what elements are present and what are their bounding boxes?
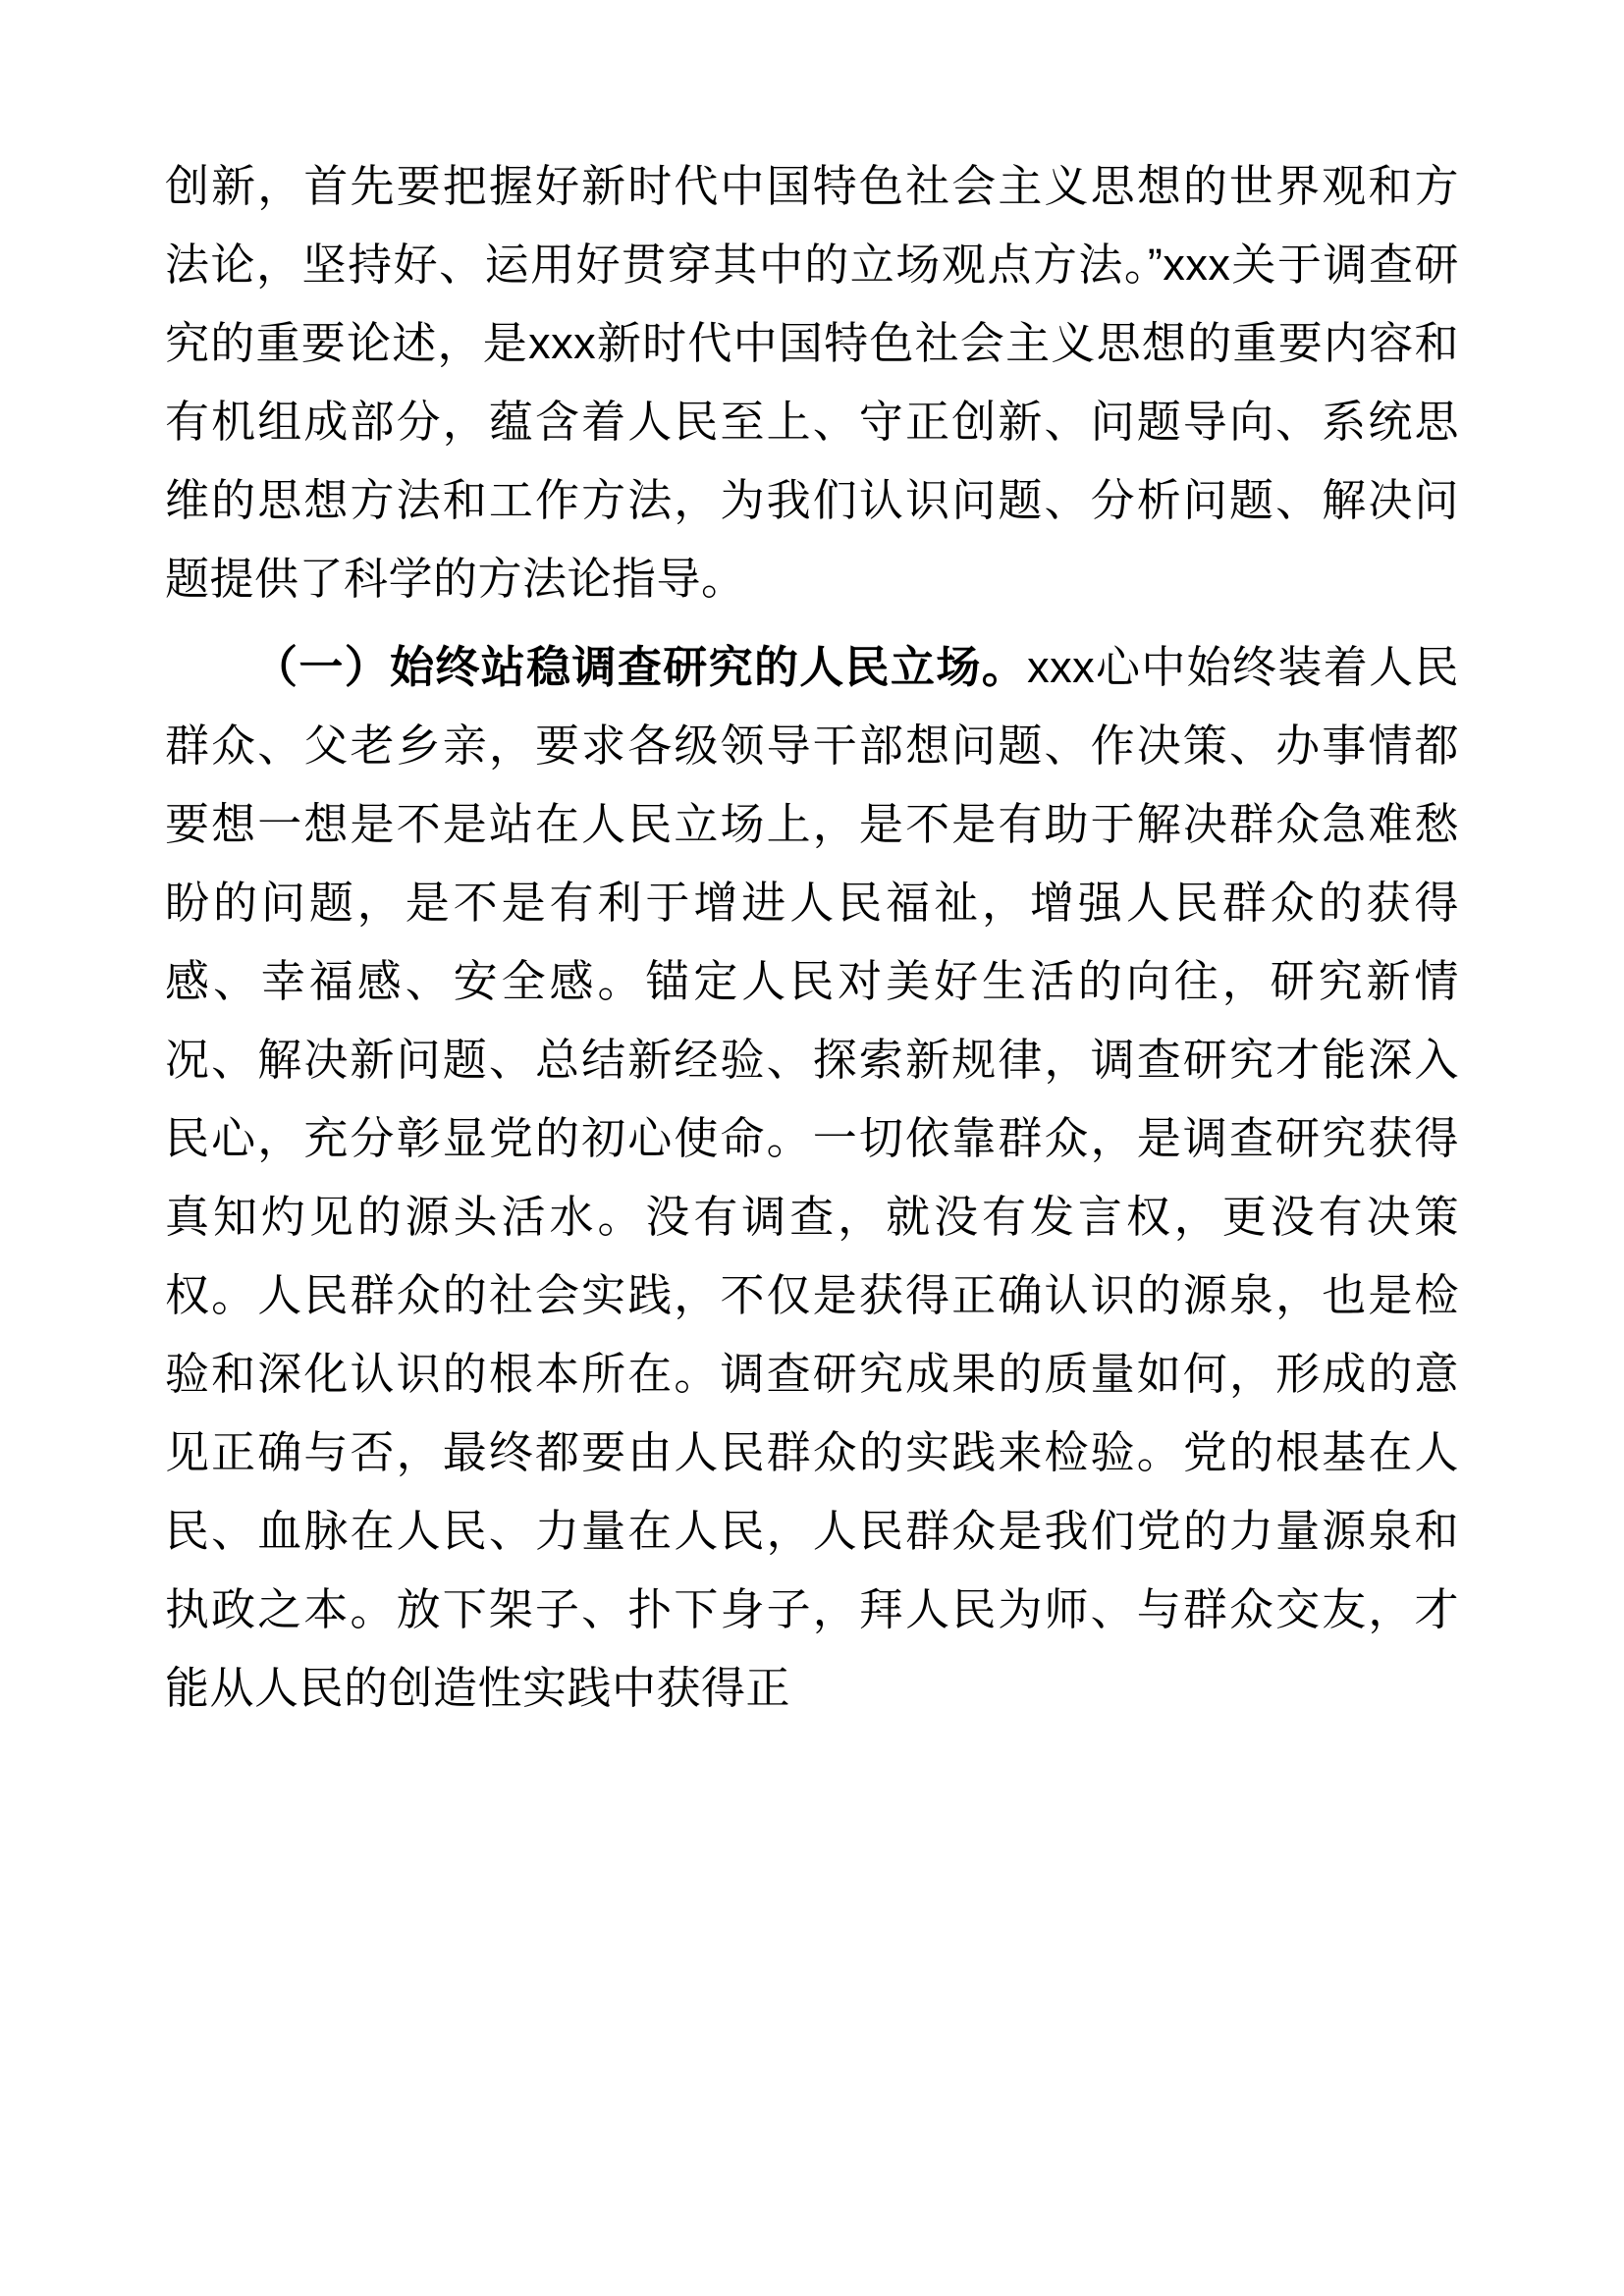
section-heading-label: （一）始终站稳调查研究的人民立场。 (253, 642, 1028, 692)
paragraph-text: 创新，首先要把握好新时代中国特色社会主义思想的世界观和方法论，坚持好、运用好贯穿其中的立场观点方法。”xxx关于调查研究的重要论述，是xxx新时代中国特色社会主义思想的重要内容和有机组成部分，蕴含着人民至上、守正创新、问题导向、系统思维的思想方法和工作方法，为我们认识问题、分析问题、解决问题提供了科学的方法论指导。 (165, 161, 1459, 604)
document-body (165, 147, 1459, 1728)
paragraph-section-one (165, 628, 1459, 1728)
paragraph-text: xxx心中始终装着人民群众、父老乡亲，要求各级领导干部想问题、作决策、办事情都要想一想是不是站在人民立场上，是不是有助于解决群众急难愁盼的问题，是不是有利于增进人民福祉，增强人民群众的获得感、幸福感、安全感。锚定人民对美好生活的向往，研究新情况、解决新问题、总结新经验、探索新规律，调查研究才能深入民心，充分彰显党的初心使命。一切依靠群众，是调查研究获得真知灼见的源头活水。没有调查，就没有发言权，更没有决策权。人民群众的社会实践，不仅是获得正确认识的源泉，也是检验和深化认识的根本所在。调查研究成果的质量如何，形成的意见正确与否，最终都要由人民群众的实践来检验。党的根基在人民、血脉在人民、力量在人民，人民群众是我们党的力量源泉和执政之本。放下架子、扑下身子，拜人民为师、与群众交友，才能从人民的创造性实践中获得正 (165, 642, 1459, 1713)
paragraph-continued (165, 147, 1459, 618)
